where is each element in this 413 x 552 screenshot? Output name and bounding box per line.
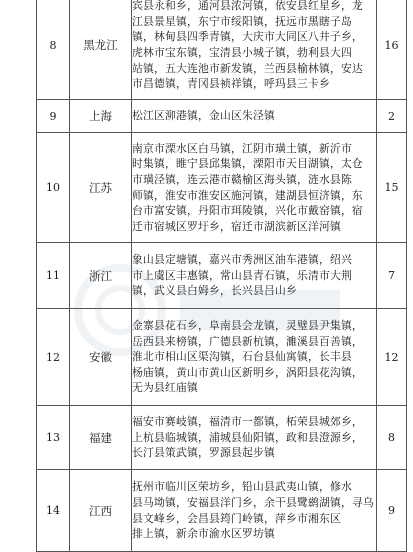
town-list [132, 100, 377, 133]
town-list-line: 抚州市临川区荣坊乡，铅山县武夷山镇，修水 [132, 480, 352, 494]
town-list-line: 南京市溧水区白马镇，江阴市璜土镇，新沂市 [132, 141, 352, 155]
province-name: 江苏 [70, 133, 132, 243]
row-index: 14 [37, 470, 70, 552]
town-list [132, 243, 377, 309]
town-list-line: 师镇，淮安市淮安区施河镇，建湖县恒济镇，东 [132, 188, 363, 202]
town-list [132, 0, 377, 100]
table-row [37, 243, 407, 309]
town-list-line: 杨庙镇，黄山市黄山区新明乡，涡阳县花沟镇， [132, 365, 363, 379]
town-list-line: 时集镇，睢宁县邱集镇，溧阳市天目湖镇，太仓 [132, 157, 363, 171]
town-list-line: 福安市赛岐镇，福清市一都镇，柘荣县城郊乡， [132, 415, 363, 429]
town-list-line: 迁市宿城区罗圩乡，宿迁市湖滨新区洋河镇 [132, 219, 341, 233]
town-list-line: 市璜泾镇，连云港市赣榆区海头镇，涟水县陈 [132, 172, 352, 186]
town-count: 7 [377, 243, 407, 309]
row-index: 10 [37, 133, 70, 243]
table-row [37, 0, 407, 100]
table-row [37, 406, 407, 470]
table-row [37, 470, 407, 552]
town-list-line: 宾县永和乡，通河县浓河镇，依安县红星乡，龙 [132, 0, 363, 13]
town-list-line: 江县景星镇，东宁市绥阳镇，抚远市黑瞎子岛 [132, 14, 352, 28]
table-body [37, 0, 407, 552]
town-list-line: 县马坳镇，安福县洋门乡，余干县鹭鹚湖镇，寻乌 [132, 495, 374, 509]
town-list-line: 镇，武义县白姆乡，长兴县吕山乡 [132, 284, 297, 298]
town-count: 15 [377, 133, 407, 243]
town-list-line: 松江区泖港镇，金山区朱泾镇 [132, 109, 275, 123]
town-list-line: 上杭县临城镇，浦城县仙阳镇，政和县澄源乡， [132, 430, 363, 444]
row-index: 9 [37, 100, 70, 133]
town-count: 9 [377, 470, 407, 552]
table-row [37, 133, 407, 243]
town-list-line: 金寨县花石乡，阜南县会龙镇，灵璧县尹集镇， [132, 319, 363, 333]
towns-table [36, 0, 407, 552]
town-list-line: 市上虞区丰惠镇，常山县青石镇，乐清市大荆 [132, 268, 352, 282]
province-name: 福建 [70, 406, 132, 470]
province-name: 安徽 [70, 309, 132, 406]
town-list [132, 406, 377, 470]
row-index: 13 [37, 406, 70, 470]
town-list-line: 虎林市宝东镇，宝清县小城子镇，勃利县大四 [132, 46, 352, 59]
town-list-line: 岳西县来榜镇，广德县新杭镇，濉溪县百善镇， [132, 334, 363, 348]
row-index: 11 [37, 243, 70, 309]
town-list-line: 县文峰乡，会昌县筠门岭镇，萍乡市湘东区 [132, 511, 341, 525]
town-list-line: 排上镇，新余市渝水区罗坊镇 [132, 527, 275, 541]
town-list-line: 无为县红庙镇 [132, 381, 198, 395]
province-name: 黑龙江 [70, 0, 132, 100]
town-list-line: 市昌德镇，青冈县祯祥镇，呼玛县三卡乡 [132, 77, 330, 91]
town-list [132, 309, 377, 406]
town-list-line: 象山县定塘镇，嘉兴市秀洲区油车港镇，绍兴 [132, 253, 352, 267]
town-list [132, 133, 377, 243]
town-list [132, 470, 377, 552]
town-count: 8 [377, 406, 407, 470]
province-name: 上海 [70, 100, 132, 133]
table-row [37, 309, 407, 406]
row-index: 8 [37, 0, 70, 100]
province-name: 江西 [70, 470, 132, 552]
town-list-line: 站镇，五大连池市新发镇，兰西县榆林镇，安达 [132, 61, 363, 75]
town-count: 2 [377, 100, 407, 133]
table-row [37, 100, 407, 133]
town-list-line: 台市富安镇，丹阳市珥陵镇，兴化市戴窑镇，宿 [132, 204, 363, 218]
town-list-line: 淮北市相山区渠沟镇，石台县仙寓镇，长丰县 [132, 350, 352, 364]
town-count: 16 [377, 0, 407, 100]
town-count: 12 [377, 309, 407, 406]
town-list-line: 长汀县策武镇，罗源县起步镇 [132, 446, 275, 460]
town-list-line: 镇，林甸县四季青镇，大庆市大同区八井子乡， [132, 30, 363, 44]
row-index: 12 [37, 309, 70, 406]
province-name: 浙江 [70, 243, 132, 309]
